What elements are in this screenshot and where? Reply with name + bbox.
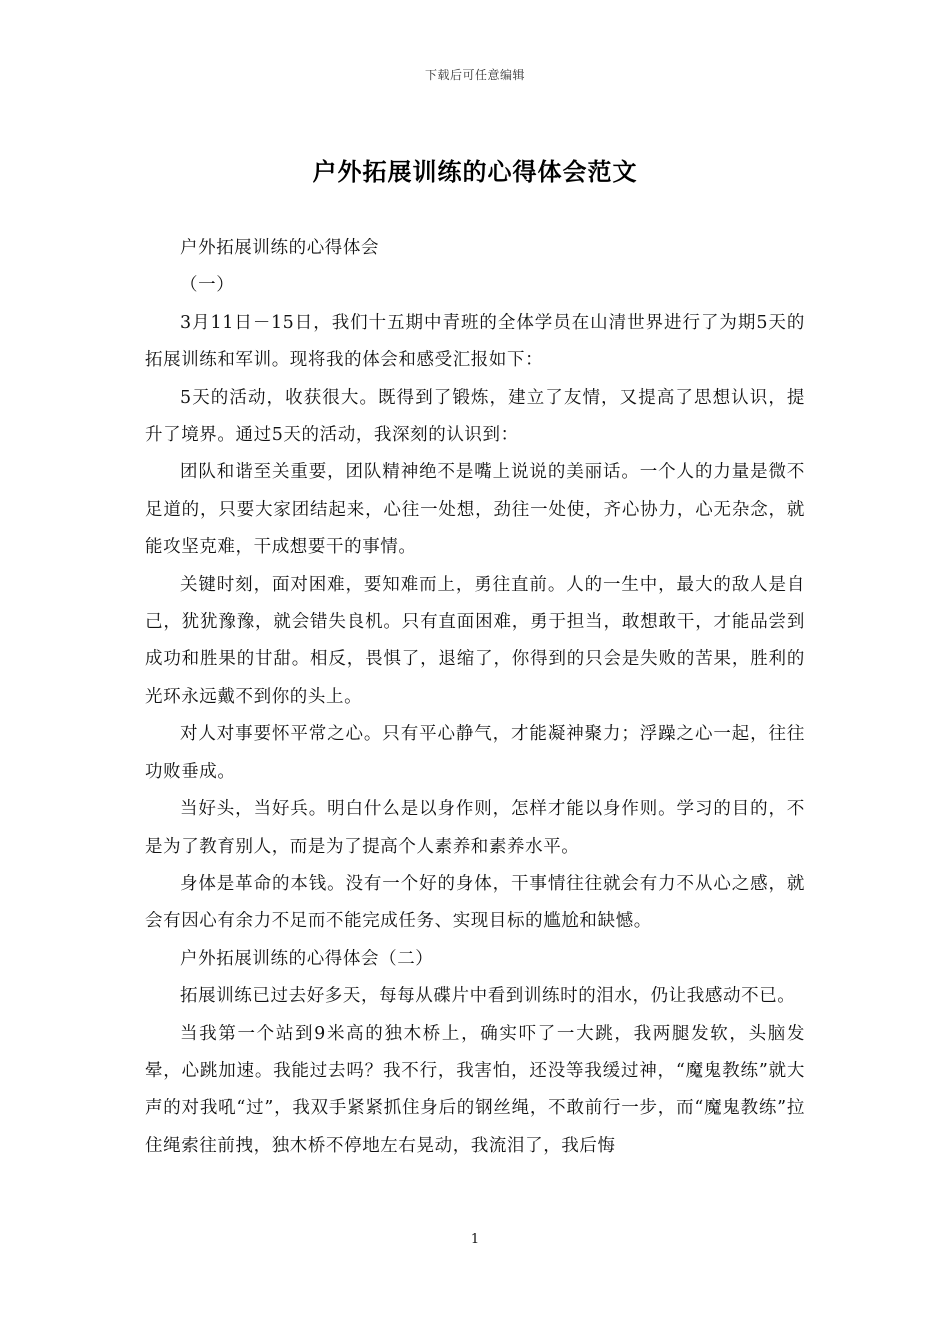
paragraph: 拓展训练已过去好多天，每每从碟片中看到训练时的泪水，仍让我感动不已。 xyxy=(180,986,796,1007)
document-title: 户外拓展训练的心得体会范文 xyxy=(312,157,638,186)
paragraph: 当好头，当好兵。明白什么是以身作则，怎样才能以身作则。学习的目的，不是为了教育别人，而是为了提高个人素养和素养水平。 xyxy=(145,799,805,857)
document-body xyxy=(145,230,805,1165)
paragraph: 当我第一个站到9米高的独木桥上，确实吓了一大跳，我两腿发软，头脑发晕，心跳加速。我能过去吗？我不行，我害怕，还没等我缓过神，“魔鬼教练”就大声的对我吼“过”，我双手紧紧抓住身后的钢丝绳，不敢前行一步，而“魔鬼教练”拉住绳索往前拽，独木桥不停地左右晃动，我流泪了，我后悔 xyxy=(145,1023,805,1156)
page-number: 1 xyxy=(470,1232,480,1247)
paragraph-section-one: （一） xyxy=(180,275,235,296)
paragraph: 关键时刻，面对困难，要知难而上，勇往直前。人的一生中，最大的敌人是自己，犹犹豫豫，就会错失良机。只有直面困难，勇于担当，敢想敢干，才能品尝到成功和胜果的甘甜。相反，畏惧了，退缩了，你得到的只会是失败的苦果，胜利的光环永远戴不到你的头上。 xyxy=(145,574,805,707)
paragraph: 对人对事要怀平常之心。只有平心静气，才能凝神聚力；浮躁之心一起，往往功败垂成。 xyxy=(145,724,805,782)
header-note: 下载后可任意编辑 xyxy=(424,68,525,82)
paragraph-section-two: 户外拓展训练的心得体会（二） xyxy=(180,948,434,969)
paragraph: 团队和谐至关重要，团队精神绝不是嘴上说说的美丽话。一个人的力量是微不足道的，只要大家团结起来，心往一处想，劲往一处使，齐心协力，心无杂念，就能攻坚克难，干成想要干的事情。 xyxy=(145,462,805,558)
paragraph: 5天的活动，收获很大。既得到了锻炼，建立了友情，又提高了思想认识，提升了境界。通过5天的活动，我深刻的认识到： xyxy=(145,387,805,446)
paragraph: 身体是革命的本钱。没有一个好的身体，干事情往往就会有力不从心之感，就会有因心有余力不足而不能完成任务、实现目标的尴尬和缺憾。 xyxy=(145,873,805,932)
paragraph: 3月11日－15日，我们十五期中青班的全体学员在山清世界进行了为期5天的拓展训练和军训。现将我的体会和感受汇报如下： xyxy=(145,312,805,371)
paragraph-subtitle: 户外拓展训练的心得体会 xyxy=(180,238,380,258)
